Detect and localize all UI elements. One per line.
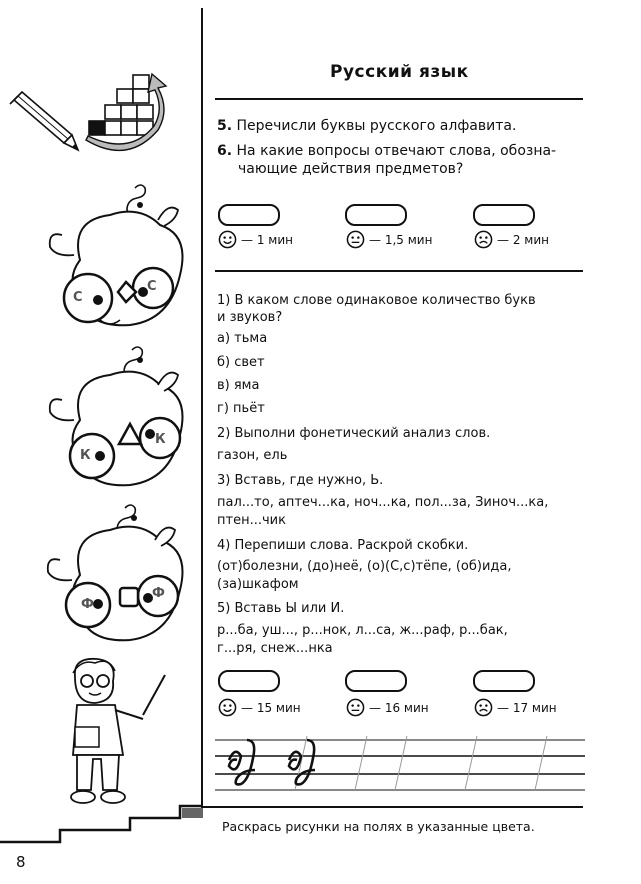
exercise-1-option-a: а) тьма <box>217 331 268 346</box>
sad-face-icon <box>474 230 493 249</box>
task-6-text-line1: На какие вопросы отвечают слова, обозна- <box>236 143 557 159</box>
cursive-letter-3 <box>289 752 301 770</box>
monster-letter-right-3: Ф <box>152 586 165 601</box>
exercise-1-option-c: в) яма <box>217 378 260 393</box>
smile-face-icon <box>218 230 237 249</box>
timer-box-4 <box>218 670 280 692</box>
title-underline <box>215 98 583 100</box>
exercise-2-question: 2) Выполни фонетический анализ слов. <box>217 426 491 441</box>
exercise-5-words-line1: р...ба, уш..., р...нок, л...са, ж...раф, р...бак, <box>217 623 508 638</box>
monster-letter-left-3: Ф <box>81 597 94 612</box>
boy-with-pointer-illustration <box>55 655 175 820</box>
task-6-text-line2: чающие действия предметов? <box>238 161 464 177</box>
handwriting-practice-area <box>215 728 587 798</box>
exercise-4-words-line1: (от)болезни, (до)неё, (о)(С,с)тёпе, (об)ида, <box>217 559 512 574</box>
monster-letter-right-1: С <box>147 279 157 294</box>
task-5-number: 5. <box>217 118 233 134</box>
footer-divider <box>203 806 583 808</box>
neutral-face-icon <box>346 230 365 249</box>
task-6-number: 6. <box>217 143 233 159</box>
sad-face-icon <box>474 698 493 717</box>
timer-box-6 <box>473 670 535 692</box>
blocks-icon <box>89 75 153 135</box>
monster-letter-left-2: К <box>80 448 91 463</box>
exercise-4-question: 4) Перепиши слова. Раскрой скобки. <box>217 538 469 553</box>
timer-box-1 <box>218 204 280 226</box>
timer-label-3: — 2 мин <box>497 233 549 247</box>
timer-box-2 <box>345 204 407 226</box>
cursive-letter-1 <box>229 752 241 770</box>
smile-face-icon <box>218 698 237 717</box>
task-6 <box>217 143 556 160</box>
timer-box-3 <box>473 204 535 226</box>
exercise-2-words: газон, ель <box>217 448 288 463</box>
pencil-icon <box>10 92 78 150</box>
exercise-4-words-line2: (за)шкафом <box>217 577 299 592</box>
exercise-1-question-line2: и звуков? <box>217 310 283 325</box>
monster-illustration-3 <box>40 500 200 650</box>
footer-instruction: Раскрась рисунки на полях в указанные цвета. <box>222 819 535 834</box>
neutral-face-icon <box>346 698 365 717</box>
timer-label-5: — 16 мин <box>369 701 429 715</box>
exercise-3-question: 3) Вставь, где нужно, Ь. <box>217 473 384 488</box>
task-5 <box>217 118 516 135</box>
staircase-decoration <box>0 800 205 850</box>
exercise-5-question: 5) Вставь Ы или И. <box>217 601 345 616</box>
exercise-1-option-b: б) свет <box>217 355 265 370</box>
margin-divider <box>201 8 203 808</box>
timer-label-2: — 1,5 мин <box>369 233 433 247</box>
page-title: Русский язык <box>330 62 469 82</box>
monster-illustration-2 <box>40 340 200 500</box>
timer-box-5 <box>345 670 407 692</box>
monster-illustration-1 <box>40 180 200 340</box>
page-number: 8 <box>16 853 26 871</box>
exercise-3-words-line2: птен...чик <box>217 513 286 528</box>
monster-letter-left-1: С <box>73 290 83 305</box>
section-divider <box>215 270 583 272</box>
exercise-5-words-line2: г...ря, снеж...нка <box>217 641 333 656</box>
timer-label-1: — 1 мин <box>241 233 293 247</box>
timer-label-4: — 15 мин <box>241 701 301 715</box>
task-5-text: Перечисли буквы русского алфавита. <box>236 118 517 134</box>
header-logo <box>8 70 193 160</box>
exercise-1-option-d: г) пьёт <box>217 401 265 416</box>
exercise-1-question-line1: 1) В каком слове одинаковое количество букв <box>217 293 536 308</box>
monster-letter-right-2: К <box>155 432 166 447</box>
timer-label-6: — 17 мин <box>497 701 557 715</box>
exercise-3-words-line1: пал...то, аптеч...ка, ноч...ка, пол...за, Зиноч...ка, <box>217 495 549 510</box>
